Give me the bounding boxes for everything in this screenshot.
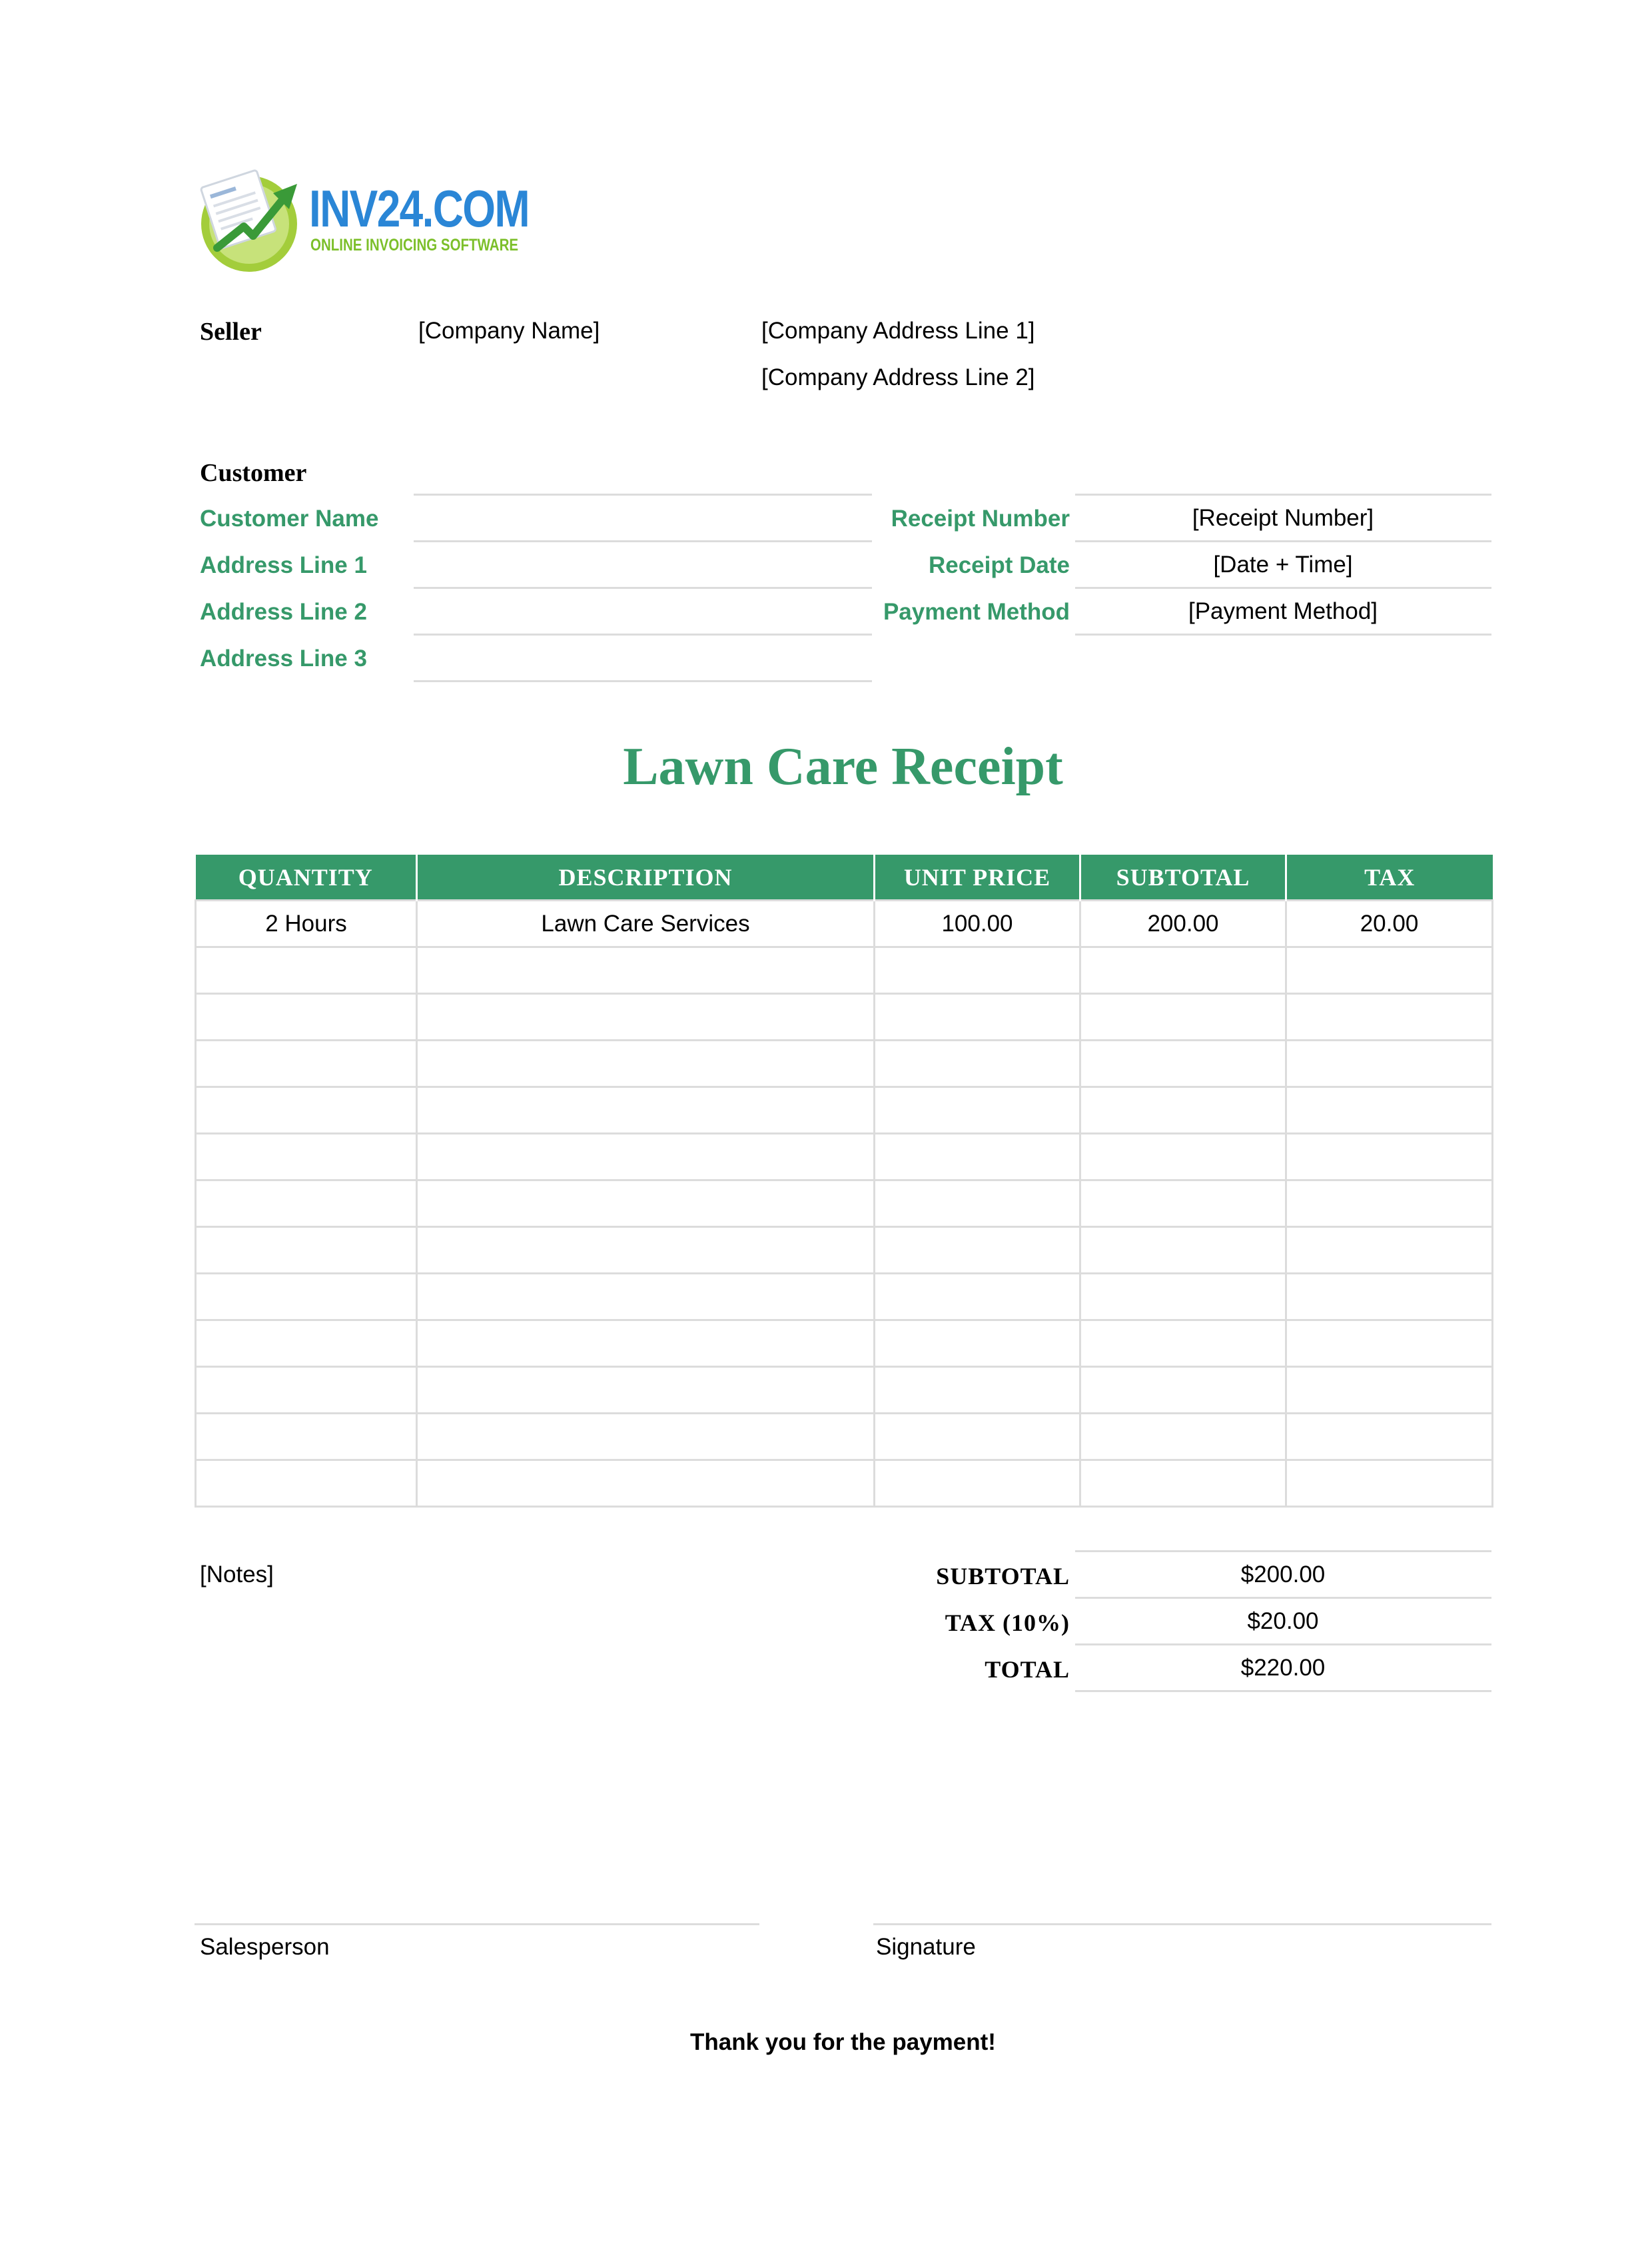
cell-tax[interactable] — [1286, 1274, 1493, 1320]
salesperson-label: Salesperson — [200, 1934, 330, 1960]
cell-tax[interactable] — [1286, 1041, 1493, 1087]
table-row — [196, 901, 1493, 947]
cell-description[interactable] — [417, 1041, 875, 1087]
total-label: TOTAL — [985, 1656, 1070, 1683]
customer-rule — [414, 494, 872, 496]
cell-subtotal[interactable] — [1080, 1367, 1286, 1414]
cell-description[interactable] — [417, 1274, 875, 1320]
total-value: $220.00 — [1240, 1655, 1326, 1681]
cell-quantity[interactable] — [196, 1414, 417, 1460]
tax-value: $20.00 — [1247, 1608, 1319, 1634]
payment-method-label: Payment Method — [883, 599, 1070, 625]
cell-unit-price[interactable] — [875, 1414, 1080, 1460]
cell-unit-price[interactable] — [875, 1087, 1080, 1134]
seller-company-name: [Company Name] — [418, 318, 600, 344]
customer-address-1-label: Address Line 1 — [200, 552, 367, 578]
table-row — [196, 1180, 1493, 1227]
tax-label: TAX (10%) — [945, 1609, 1070, 1636]
column-header-quantity: QUANTITY — [196, 855, 417, 901]
cell-description[interactable] — [417, 1087, 875, 1134]
notes[interactable]: [Notes] — [200, 1562, 274, 1587]
receipt-date-value[interactable]: [Date + Time] — [1213, 552, 1353, 578]
items-header-row — [196, 855, 1493, 901]
customer-name-label: Customer Name — [200, 506, 379, 532]
cell-tax[interactable] — [1286, 1180, 1493, 1227]
cell-description[interactable] — [417, 1134, 875, 1180]
customer-rule — [414, 587, 872, 589]
receipt-number-label: Receipt Number — [891, 506, 1070, 532]
customer-rule — [414, 540, 872, 542]
cell-unit-price[interactable] — [875, 1320, 1080, 1367]
items-table — [195, 855, 1493, 1508]
cell-tax[interactable] — [1286, 1227, 1493, 1274]
totals-rule — [1075, 1643, 1491, 1645]
cell-unit-price[interactable] — [875, 1227, 1080, 1274]
logo-graphic-icon — [197, 167, 304, 273]
cell-unit-price[interactable] — [875, 1041, 1080, 1087]
signature-line — [873, 1923, 1491, 1925]
subtotal-value: $200.00 — [1240, 1562, 1326, 1587]
cell-tax[interactable] — [1286, 947, 1493, 994]
signature-label: Signature — [876, 1934, 976, 1960]
cell-quantity[interactable] — [196, 1134, 417, 1180]
cell-unit-price[interactable] — [875, 947, 1080, 994]
cell-description[interactable] — [417, 1320, 875, 1367]
column-header-tax: TAX — [1286, 855, 1493, 901]
cell-unit-price[interactable] — [875, 1134, 1080, 1180]
cell-unit-price[interactable] — [875, 994, 1080, 1041]
table-row — [196, 1367, 1493, 1414]
cell-subtotal[interactable] — [1080, 1087, 1286, 1134]
cell-quantity[interactable] — [196, 1460, 417, 1507]
receipt-date-label: Receipt Date — [928, 552, 1070, 578]
cell-tax[interactable] — [1286, 1367, 1493, 1414]
table-row — [196, 1460, 1493, 1507]
column-header-description: DESCRIPTION — [417, 855, 875, 901]
cell-subtotal[interactable]: 200.00 — [1080, 901, 1286, 947]
table-row — [196, 947, 1493, 994]
receipt-info-rule — [1075, 587, 1491, 589]
cell-subtotal[interactable] — [1080, 1460, 1286, 1507]
cell-subtotal[interactable] — [1080, 1274, 1286, 1320]
seller-address-line-2: [Company Address Line 2] — [761, 364, 1035, 390]
column-header-subtotal: SUBTOTAL — [1080, 855, 1286, 901]
table-row — [196, 1087, 1493, 1134]
logo-tagline: ONLINE INVOICING SOFTWARE — [310, 236, 519, 254]
cell-tax[interactable] — [1286, 1134, 1493, 1180]
cell-tax[interactable] — [1286, 1460, 1493, 1507]
seller-address-line-1: [Company Address Line 1] — [761, 318, 1035, 344]
cell-quantity[interactable] — [196, 1320, 417, 1367]
seller-label: Seller — [200, 318, 262, 346]
cell-description[interactable] — [417, 1227, 875, 1274]
cell-quantity[interactable] — [196, 1180, 417, 1227]
cell-subtotal[interactable] — [1080, 947, 1286, 994]
customer-rule — [414, 680, 872, 682]
cell-subtotal[interactable] — [1080, 1041, 1286, 1087]
totals-rule — [1075, 1690, 1491, 1692]
cell-unit-price[interactable] — [875, 1460, 1080, 1507]
cell-description[interactable] — [417, 1180, 875, 1227]
receipt-info-rule — [1075, 634, 1491, 636]
cell-unit-price[interactable] — [875, 1274, 1080, 1320]
cell-quantity[interactable] — [196, 947, 417, 994]
cell-quantity[interactable] — [196, 1087, 417, 1134]
cell-subtotal[interactable] — [1080, 1134, 1286, 1180]
cell-description[interactable] — [417, 994, 875, 1041]
cell-quantity[interactable] — [196, 1041, 417, 1087]
cell-unit-price[interactable] — [875, 1180, 1080, 1227]
cell-subtotal[interactable] — [1080, 994, 1286, 1041]
cell-tax[interactable]: 20.00 — [1286, 901, 1493, 947]
cell-quantity[interactable] — [196, 1367, 417, 1414]
receipt-number-value[interactable]: [Receipt Number] — [1192, 505, 1374, 531]
cell-subtotal[interactable] — [1080, 1414, 1286, 1460]
table-row — [196, 994, 1493, 1041]
cell-description[interactable] — [417, 947, 875, 994]
receipt-info-rule — [1075, 494, 1491, 496]
table-row — [196, 1274, 1493, 1320]
column-header-unit-price: UNIT PRICE — [875, 855, 1080, 901]
cell-description[interactable] — [417, 1367, 875, 1414]
table-row — [196, 1041, 1493, 1087]
cell-unit-price[interactable]: 100.00 — [875, 901, 1080, 947]
cell-tax[interactable] — [1286, 994, 1493, 1041]
thank-you-message: Thank you for the payment! — [690, 2029, 996, 2055]
cell-description[interactable]: Lawn Care Services — [417, 901, 875, 947]
cell-subtotal[interactable] — [1080, 1180, 1286, 1227]
totals-rule — [1075, 1550, 1491, 1552]
table-row — [196, 1320, 1493, 1367]
subtotal-label: SUBTOTAL — [936, 1563, 1070, 1589]
customer-address-3-label: Address Line 3 — [200, 646, 367, 672]
cell-tax[interactable] — [1286, 1414, 1493, 1460]
salesperson-line — [195, 1923, 759, 1925]
cell-description[interactable] — [417, 1460, 875, 1507]
cell-unit-price[interactable] — [875, 1367, 1080, 1414]
cell-subtotal[interactable] — [1080, 1227, 1286, 1274]
cell-quantity[interactable] — [196, 1227, 417, 1274]
cell-subtotal[interactable] — [1080, 1320, 1286, 1367]
payment-method-value[interactable]: [Payment Method] — [1188, 598, 1378, 624]
cell-description[interactable] — [417, 1414, 875, 1460]
cell-quantity[interactable] — [196, 1274, 417, 1320]
customer-rule — [414, 634, 872, 636]
cell-tax[interactable] — [1286, 1320, 1493, 1367]
table-row — [196, 1134, 1493, 1180]
cell-tax[interactable] — [1286, 1087, 1493, 1134]
receipt-info-rule — [1075, 540, 1491, 542]
cell-quantity[interactable] — [196, 994, 417, 1041]
logo-brand-text: INV24.COM — [309, 179, 529, 238]
cell-quantity[interactable]: 2 Hours — [196, 901, 417, 947]
table-row — [196, 1227, 1493, 1274]
totals-rule — [1075, 1597, 1491, 1599]
page-title: Lawn Care Receipt — [623, 737, 1063, 796]
customer-heading: Customer — [200, 459, 307, 487]
table-row — [196, 1414, 1493, 1460]
company-logo — [197, 167, 529, 273]
customer-address-2-label: Address Line 2 — [200, 599, 367, 625]
